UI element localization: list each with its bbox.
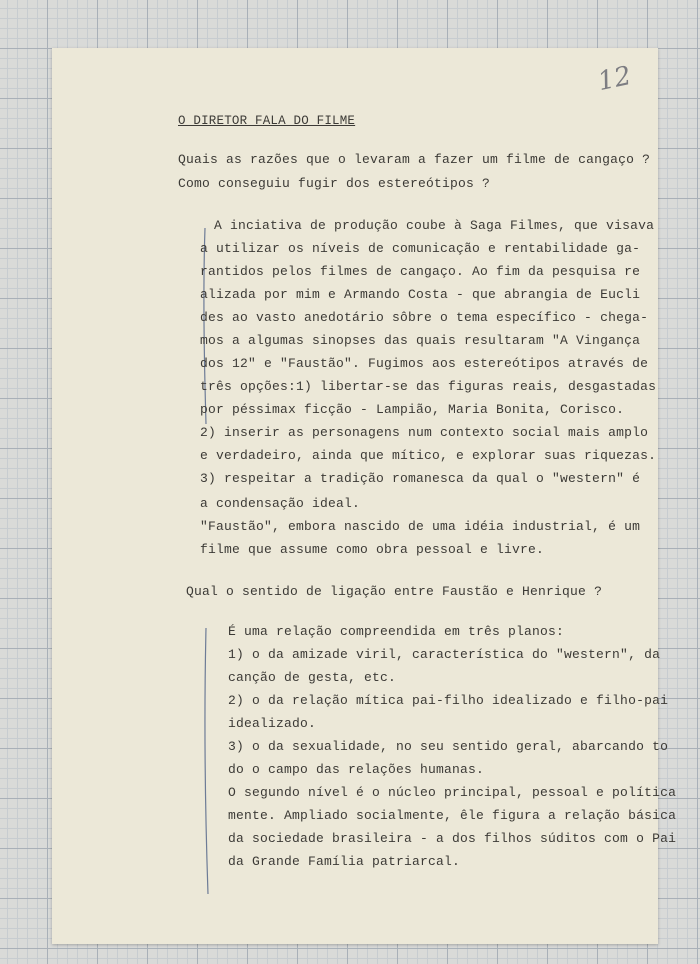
answer-line: canção de gesta, etc.: [228, 670, 397, 685]
question-line: Como conseguiu fugir dos estereótipos ?: [178, 176, 491, 191]
answer-line: 3) respeitar a tradição romanesca da qual o "western" é: [200, 471, 641, 486]
answer-line: da Grande Família patriarcal.: [228, 854, 461, 869]
answer-line: mente. Ampliado socialmente, êle figura a relação básica: [228, 808, 677, 823]
answer-line: a utilizar os níveis de comunicação e rentabilidade ga-: [200, 241, 641, 256]
answer-line: a condensação ideal.: [200, 496, 361, 511]
answer-line: filme que assume como obra pessoal e livre.: [200, 542, 545, 557]
margin-pen-line: [200, 626, 212, 896]
question-line: Qual o sentido de ligação entre Faustão e Henrique ?: [186, 584, 603, 599]
page-number: 12: [595, 60, 634, 98]
answer-line: "Faustão", embora nascido de uma idéia industrial, é um: [200, 519, 641, 534]
answer-line: É uma relação compreendida em três planos:: [228, 624, 565, 639]
answer-line: da sociedade brasileira - a dos filhos súditos com o Pai: [228, 831, 677, 846]
answer-line: des ao vasto anedotário sôbre o tema específico - chega-: [200, 310, 649, 325]
document-title: O DIRETOR FALA DO FILME: [178, 114, 356, 128]
answer-line: rantidos pelos filmes de cangaço. Ao fim da pesquisa re: [200, 264, 641, 279]
answer-line: O segundo nível é o núcleo principal, pessoal e política: [228, 785, 677, 800]
answer-line: mos a algumas sinopses das quais resultaram "A Vingança: [200, 333, 641, 348]
answer-line: 2) o da relação mítica pai-filho idealizado e filho-pai: [228, 693, 669, 708]
answer-line: 3) o da sexualidade, no seu sentido geral, abarcando to: [228, 739, 669, 754]
answer-line: dos 12" e "Faustão". Fugimos aos estereótipos através de: [200, 356, 649, 371]
answer-line: 1) o da amizade viril, característica do "western", da: [228, 647, 661, 662]
margin-pen-line: [200, 226, 210, 426]
document-sheet: [52, 48, 677, 944]
answer-line: e verdadeiro, ainda que mítico, e explorar suas riquezas.: [200, 448, 657, 463]
question-line: Quais as razões que o levaram a fazer um filme de cangaço ?: [178, 152, 651, 167]
answer-line: por péssimax ficção - Lampião, Maria Bonita, Corisco.: [200, 402, 625, 417]
answer-line: A inciativa de produção coube à Saga Filmes, que visava: [214, 218, 655, 233]
answer-line: idealizado.: [228, 716, 317, 731]
answer-line: alizada por mim e Armando Costa - que abrangia de Eucli: [200, 287, 641, 302]
answer-line: do o campo das relações humanas.: [228, 762, 485, 777]
answer-line: três opções:1) libertar-se das figuras reais, desgastadas: [200, 379, 657, 394]
answer-line: 2) inserir as personagens num contexto social mais amplo: [200, 425, 649, 440]
